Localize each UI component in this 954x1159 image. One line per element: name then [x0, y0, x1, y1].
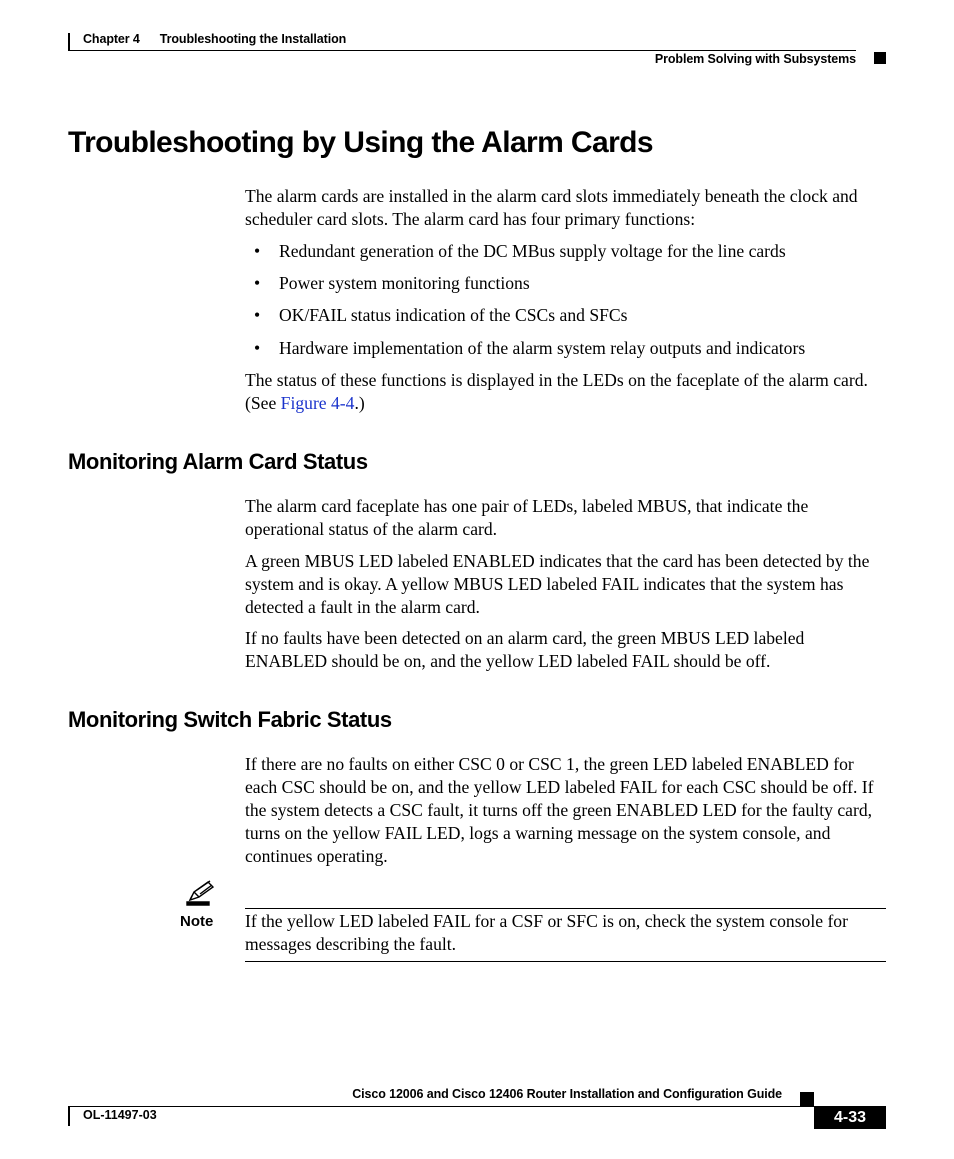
- pencil-note-icon: [184, 880, 216, 906]
- bullet-icon: •: [254, 241, 261, 261]
- status-paragraph: The status of these functions is displayed in the LEDs on the faceplate of the alarm card. (See Figure 4-4.): [245, 370, 868, 413]
- section-heading-alarm-card: Monitoring Alarm Card Status: [68, 449, 368, 474]
- bullet-icon: •: [254, 338, 261, 358]
- bullet-icon: •: [254, 273, 261, 293]
- note-top-rule: [245, 908, 886, 909]
- running-header-chapter: [83, 32, 346, 46]
- section-heading-switch-fabric: Monitoring Switch Fabric Status: [68, 707, 392, 732]
- footer-rule: [68, 1106, 886, 1107]
- footer-left-bar: [68, 1106, 70, 1126]
- chapter-number: Chapter 4: [83, 32, 140, 46]
- footer-square-marker: [800, 1092, 814, 1106]
- list-item: • Redundant generation of the DC MBus supply voltage for the line cards: [254, 241, 786, 261]
- running-header-section: Problem Solving with Subsystems: [654, 52, 856, 66]
- footer-guide-title: Cisco 12006 and Cisco 12406 Router Installation and Configuration Guide: [352, 1087, 782, 1101]
- note-bottom-rule: [245, 961, 886, 962]
- header-square-marker: [874, 52, 886, 64]
- figure-4-4-link[interactable]: Figure 4-4: [280, 393, 355, 413]
- bullet-icon: •: [254, 305, 261, 325]
- intro-paragraph: The alarm cards are installed in the alarm card slots immediately beneath the clock and scheduler card slots. The alarm card has four primary functions:: [245, 186, 858, 229]
- list-item: • OK/FAIL status indication of the CSCs and SFCs: [254, 305, 628, 325]
- alarm-paragraph-3: If no faults have been detected on an alarm card, the green MBUS LED labeled ENABLED should be on, and the yellow LED labeled FAIL should be off.: [245, 628, 805, 671]
- header-rule: [68, 50, 856, 51]
- header-left-bar: [68, 33, 70, 50]
- list-item: • Hardware implementation of the alarm system relay outputs and indicators: [254, 338, 806, 358]
- note-text: If the yellow LED labeled FAIL for a CSF or SFC is on, check the system console for messages describing the fault.: [245, 911, 848, 954]
- note-label: Note: [180, 913, 214, 930]
- fabric-paragraph: If there are no faults on either CSC 0 or CSC 1, the green LED labeled ENABLED for each CSC should be on, and the yellow LED labeled FAIL for each CSC should be off. If the system detects a CSC fault, it turns off the green ENABLED LED for the faulty card, turns on the yellow FAIL LED, logs a warning message on the system console, and continues operating.: [245, 754, 874, 866]
- list-item: • Power system monitoring functions: [254, 273, 530, 293]
- chapter-title: Troubleshooting the Installation: [159, 32, 347, 46]
- alarm-paragraph-2: A green MBUS LED labeled ENABLED indicates that the card has been detected by the system and is okay. A yellow MBUS LED labeled FAIL indicates that the system has detected a fault in the alarm card.: [245, 551, 870, 617]
- alarm-paragraph-1: The alarm card faceplate has one pair of LEDs, labeled MBUS, that indicate the operational status of the alarm card.: [245, 496, 809, 539]
- page-title: Troubleshooting by Using the Alarm Cards: [68, 126, 653, 159]
- footer-doc-number: OL-11497-03: [83, 1108, 157, 1122]
- page-number: 4-33: [814, 1107, 886, 1129]
